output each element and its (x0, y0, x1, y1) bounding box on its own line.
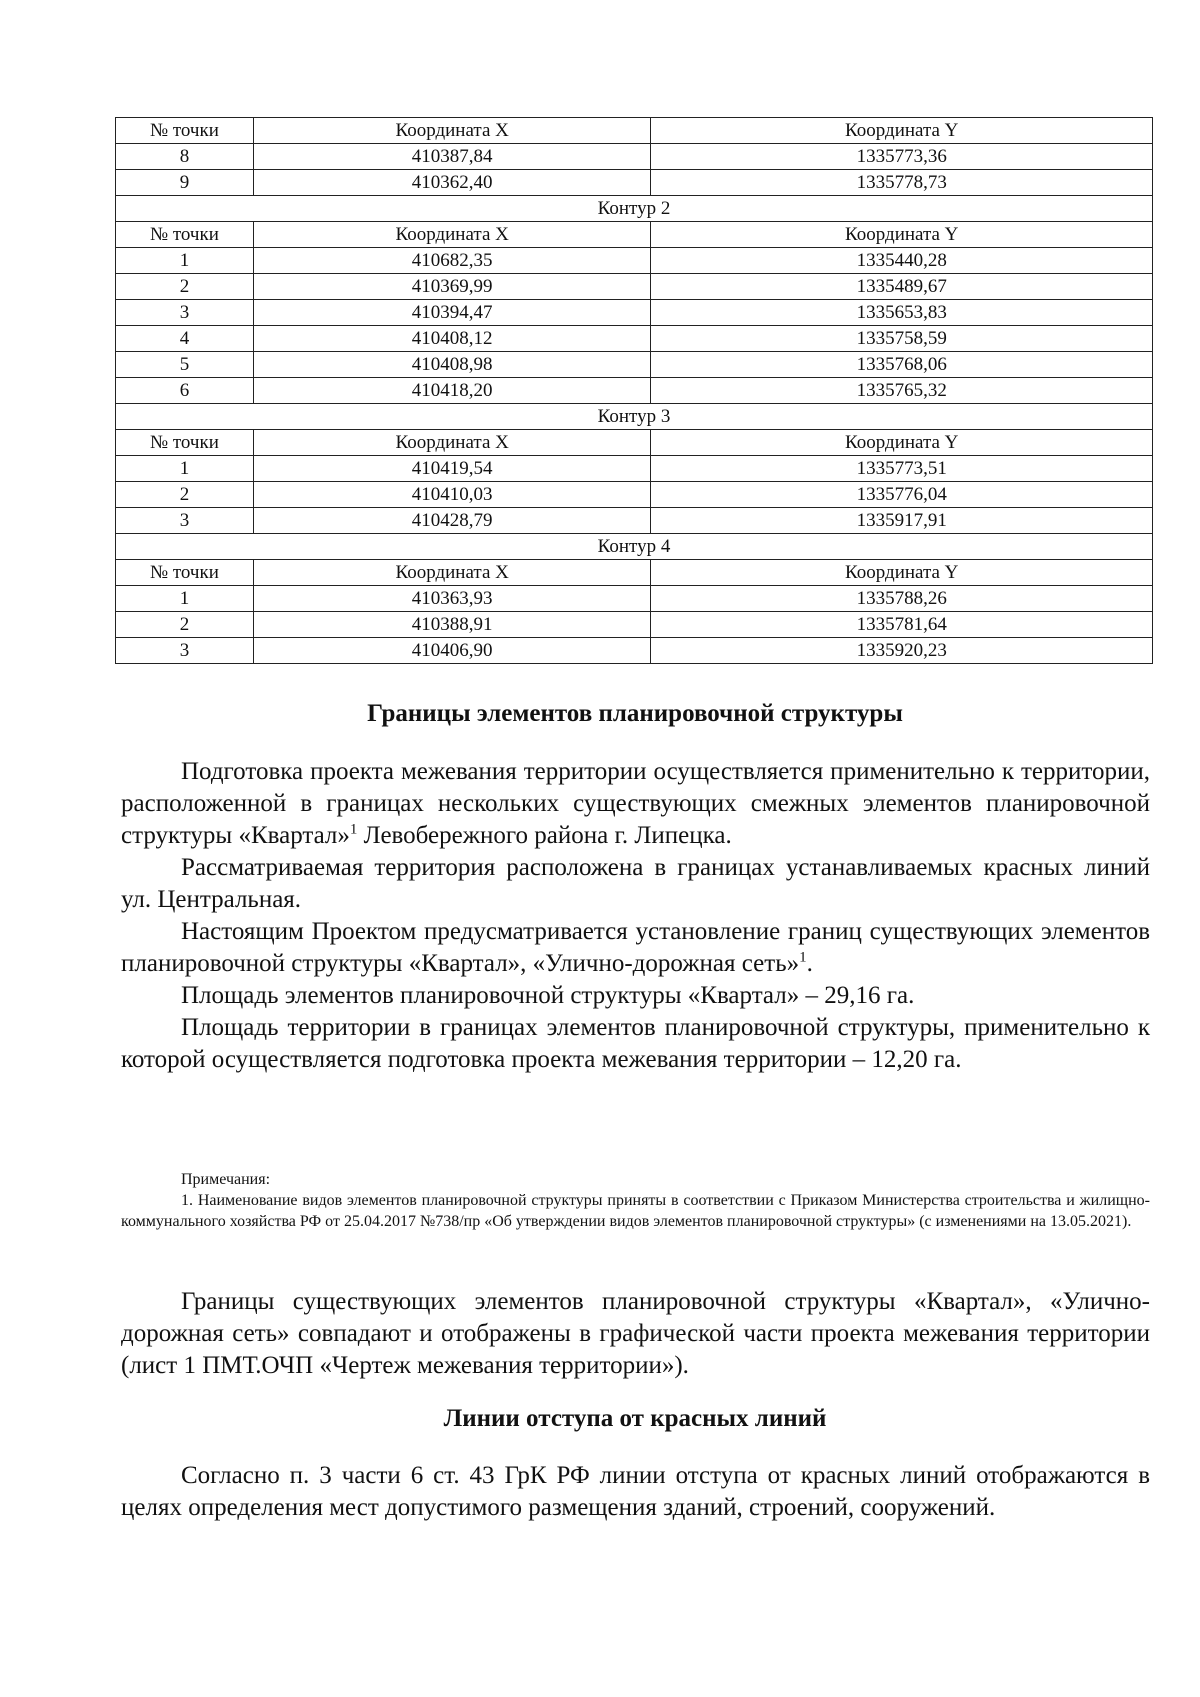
table-cell-y: 1335773,51 (651, 456, 1153, 482)
table-cell-y: 1335917,91 (651, 508, 1153, 534)
table-row (116, 274, 1153, 300)
table-cell-n: 3 (116, 300, 254, 326)
table-cell-x: 410408,12 (253, 326, 651, 352)
table-cell-n: 8 (116, 144, 254, 170)
coordinates-table (115, 117, 1153, 664)
header-x: Координата X (253, 560, 651, 586)
header-y: Координата Y (651, 560, 1153, 586)
table-cell-n: 1 (116, 586, 254, 612)
table-cell-n: 2 (116, 274, 254, 300)
table-cell-n: 3 (116, 508, 254, 534)
header-x: Координата X (253, 430, 651, 456)
section1-body (121, 756, 1150, 1076)
table-cell-x: 410428,79 (253, 508, 651, 534)
table-row (116, 482, 1153, 508)
table-cell-n: 3 (116, 638, 254, 664)
table-row (116, 378, 1153, 404)
header-point: № точки (116, 222, 254, 248)
table-row (116, 638, 1153, 664)
table-header-row (116, 430, 1153, 456)
table-cell-n: 9 (116, 170, 254, 196)
section2-body (121, 1460, 1150, 1524)
paragraph-after-notes-block (121, 1286, 1150, 1382)
contour-title: Контур 2 (116, 196, 1153, 222)
notes-title: Примечания: (181, 1171, 271, 1188)
table-cell-y: 1335440,28 (651, 248, 1153, 274)
table-row (116, 612, 1153, 638)
contour-title: Контур 3 (116, 404, 1153, 430)
paragraph: Согласно п. 3 части 6 ст. 43 ГрК РФ линии отступа от красных линий отображаются в целях определения мест допустимого размещения зданий, строений, сооружений. (121, 1462, 1150, 1521)
paragraph: Настоящим Проектом предусматривается установление границ существующих элементов планировочной структуры «Квартал», «Улично-дорожная сеть»$^1$. (121, 918, 1150, 977)
table-row (116, 248, 1153, 274)
table-cell-y: 1335920,23 (651, 638, 1153, 664)
table-row (116, 586, 1153, 612)
table-cell-x: 410408,98 (253, 352, 651, 378)
table-cell-y: 1335773,36 (651, 144, 1153, 170)
table-cell-n: 4 (116, 326, 254, 352)
note-item: 1. Наименование видов элементов планировочной структуры приняты в соответствии с Приказом Министерства строительства и жилищно-коммунального хозяйства РФ от 25.04.2017 №738/пр «Об утверждении видов элементов планировочной структуры» (с изменениями на 13.05.2021). (121, 1192, 1150, 1230)
header-y: Координата Y (651, 118, 1153, 144)
table-cell-x: 410387,84 (253, 144, 651, 170)
footnote-ref: 1 (799, 949, 807, 966)
contour-title-row (116, 196, 1153, 222)
header-x: Координата X (253, 222, 651, 248)
table-row (116, 456, 1153, 482)
table-cell-y: 1335489,67 (651, 274, 1153, 300)
paragraph: Площадь элементов планировочной структуры «Квартал» – 29,16 га. (181, 982, 915, 1009)
table-row (116, 300, 1153, 326)
table-header-row (116, 560, 1153, 586)
notes-block (121, 1169, 1150, 1232)
table-row (116, 144, 1153, 170)
table-cell-n: 2 (116, 612, 254, 638)
table-cell-n: 2 (116, 482, 254, 508)
header-point: № точки (116, 118, 254, 144)
header-y: Координата Y (651, 222, 1153, 248)
table-cell-x: 410363,93 (253, 586, 651, 612)
table-cell-n: 1 (116, 248, 254, 274)
header-y: Координата Y (651, 430, 1153, 456)
table-cell-y: 1335758,59 (651, 326, 1153, 352)
table-cell-y: 1335776,04 (651, 482, 1153, 508)
table-cell-n: 5 (116, 352, 254, 378)
table-cell-x: 410410,03 (253, 482, 651, 508)
contour-title-row (116, 534, 1153, 560)
table-row (116, 170, 1153, 196)
header-point: № точки (116, 430, 254, 456)
paragraph: Границы существующих элементов планировочной структуры «Квартал», «Улично-дорожная сеть» совпадают и отображены в графической части проекта межевания территории (лист 1 ПМТ.ОЧП «Чертеж межевания территории»). (121, 1288, 1150, 1379)
table-cell-x: 410406,90 (253, 638, 651, 664)
table-cell-y: 1335778,73 (651, 170, 1153, 196)
table-cell-x: 410682,35 (253, 248, 651, 274)
table-cell-x: 410369,99 (253, 274, 651, 300)
paragraph: Подготовка проекта межевания территории осуществляется применительно к территории, расположенной в границах нескольких существующих смежных элементов планировочной структуры «Квартал»$^1$ Левобережного района г. Липецка. (121, 758, 1150, 849)
contour-title-row (116, 404, 1153, 430)
table-cell-x: 410418,20 (253, 378, 651, 404)
table-cell-x: 410394,47 (253, 300, 651, 326)
paragraph: Рассматриваемая территория расположена в границах устанавливаемых красных линий ул. Центральная. (121, 854, 1150, 913)
table-cell-y: 1335788,26 (651, 586, 1153, 612)
table-cell-y: 1335653,83 (651, 300, 1153, 326)
table-row (116, 352, 1153, 378)
table-cell-n: 1 (116, 456, 254, 482)
table-cell-y: 1335768,06 (651, 352, 1153, 378)
paragraph: Площадь территории в границах элементов планировочной структуры, применительно к которой осуществляется подготовка проекта межевания территории – 12,20 га. (121, 1014, 1150, 1073)
footnote-ref: 1 (349, 821, 358, 838)
table-row (116, 508, 1153, 534)
header-x: Координата X (253, 118, 651, 144)
table-cell-x: 410388,91 (253, 612, 651, 638)
header-point: № точки (116, 560, 254, 586)
table-row (116, 326, 1153, 352)
table-cell-x: 410419,54 (253, 456, 651, 482)
table-cell-n: 6 (116, 378, 254, 404)
section-title-setback-lines: Линии отступа от красных линий (443, 1405, 827, 1432)
section-title-planning-boundaries: Границы элементов планировочной структуры (367, 700, 903, 727)
table-header-row (116, 222, 1153, 248)
table-cell-y: 1335765,32 (651, 378, 1153, 404)
table-header-row (116, 118, 1153, 144)
table-cell-y: 1335781,64 (651, 612, 1153, 638)
table-cell-x: 410362,40 (253, 170, 651, 196)
contour-title: Контур 4 (116, 534, 1153, 560)
